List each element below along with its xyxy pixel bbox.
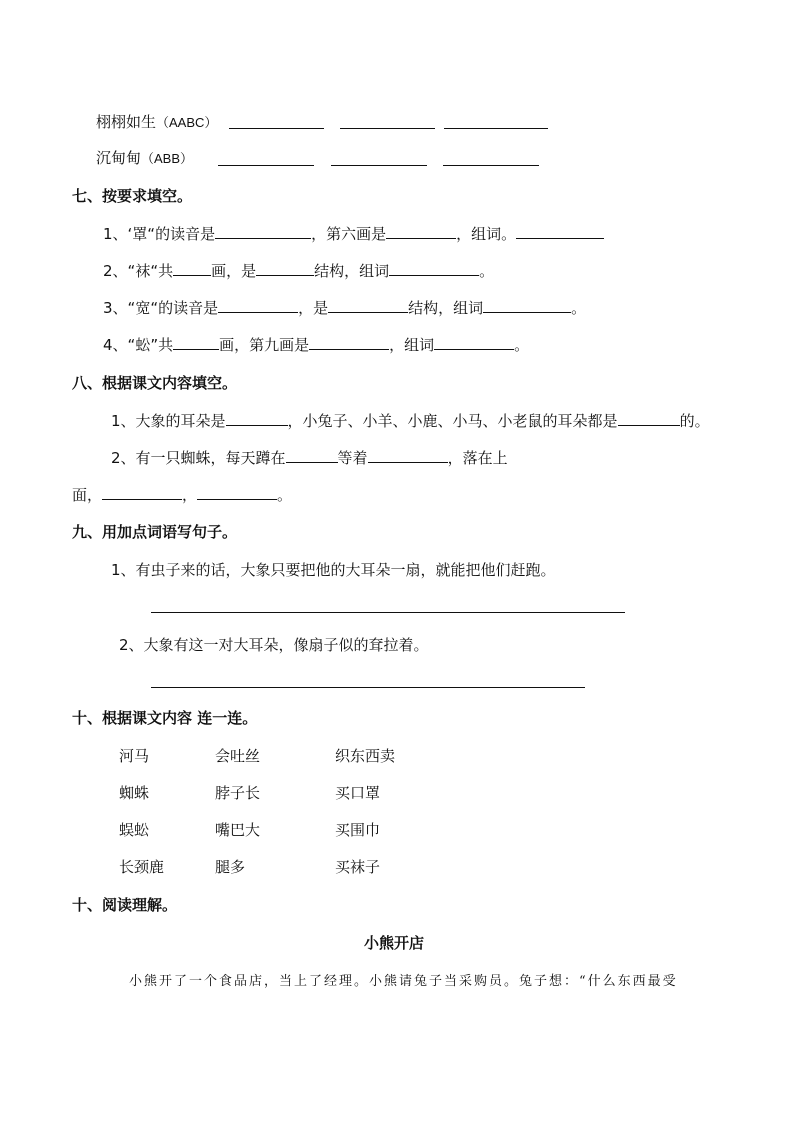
match-col1-item[interactable]: 河马 [119,747,150,765]
match-col2-item[interactable]: 嘴巴大 [215,821,261,839]
q6-row-1-pattern: （AABC） [156,115,218,130]
match-col2-item[interactable]: 腿多 [215,858,246,876]
story-title: 小熊开店 [364,934,425,952]
section-8-heading: 八、根据课文内容填空。 [72,374,238,392]
s7-line-3: 3、“宽“的读音是 ，是 结构，组词 。 [103,299,587,317]
blank[interactable] [226,411,288,426]
match-col3-item[interactable]: 买口罩 [335,784,381,802]
q6-row-1-blank-1[interactable] [229,128,324,129]
blank[interactable] [197,485,277,500]
blank[interactable] [386,224,456,239]
blank[interactable] [173,335,219,350]
section-10-heading: 十、根据课文内容 连一连。 [72,709,258,727]
q6-row-1-blank-3[interactable] [444,128,548,129]
match-col1-item[interactable]: 蜘蛛 [119,784,150,802]
s9-sentence-1: 1、有虫子来的话，大象只要把他的大耳朵一扇，就能把他们赶跑。 [111,561,556,579]
story-first-line: 小熊开了一个食品店，当上了经理。小熊请兔子当采购员。兔子想：“什么东西最受 [129,974,678,989]
q6-row-1-blank-2[interactable] [340,128,435,129]
q6-row-2-blank-2[interactable] [331,165,427,166]
blank[interactable] [483,298,571,313]
blank[interactable] [286,448,338,463]
blank[interactable] [434,335,514,350]
match-col3-item[interactable]: 织东西卖 [335,747,396,765]
blank[interactable] [389,261,479,276]
q6-row-1-text: 栩栩如生 [96,113,157,131]
blank[interactable] [368,448,448,463]
q6-row-2 [96,148,193,169]
match-col3-item[interactable]: 买袜子 [335,858,381,876]
blank[interactable] [173,261,211,276]
section-11-heading: 十、阅读理解。 [72,896,178,914]
blank[interactable] [102,485,182,500]
match-col3-item[interactable]: 买围巾 [335,821,381,839]
q6-row-2-blank-3[interactable] [443,165,539,166]
blank[interactable] [328,298,408,313]
s9-answer-line-1[interactable] [151,612,625,613]
s8-line-3: 面， ， 。 [72,486,293,504]
section-9-heading: 九、用加点词语写句子。 [72,523,238,541]
section-7-heading: 七、按要求填空。 [72,187,193,205]
blank[interactable] [215,224,311,239]
s9-sentence-2: 2、大象有这一对大耳朵，像扇子似的耷拉着。 [119,636,429,654]
blank[interactable] [256,261,314,276]
match-col2-item[interactable]: 脖子长 [215,784,261,802]
q6-row-2-text: 沉甸甸 [96,149,142,167]
blank[interactable] [516,224,604,239]
blank[interactable] [218,298,298,313]
blank[interactable] [309,335,389,350]
match-col1-item[interactable]: 长颈鹿 [119,858,165,876]
q6-row-2-blank-1[interactable] [218,165,314,166]
match-col2-item[interactable]: 会吐丝 [215,747,261,765]
s7-line-4: 4、“蚣”共 画，第九画是 ，组词 。 [103,336,530,354]
s7-line-1: 1、‘罩“的读音是 ，第六画是 ，组词。 [103,224,604,244]
s7-line-2: 2、“袜“共 画，是 结构，组词 。 [103,262,495,280]
blank[interactable] [618,411,680,426]
s9-answer-line-2[interactable] [151,687,585,688]
q6-row-2-pattern: （ABB） [141,151,194,166]
s8-line-1: 1、大象的耳朵是 ，小兔子、小羊、小鹿、小马、小老鼠的耳朵都是 的。 [111,412,710,430]
s8-line-2: 2、有一只蜘蛛，每天蹲在 等着 ，落在上 [111,449,508,467]
q6-row-1 [96,112,217,133]
match-col1-item[interactable]: 蜈蚣 [119,821,150,839]
